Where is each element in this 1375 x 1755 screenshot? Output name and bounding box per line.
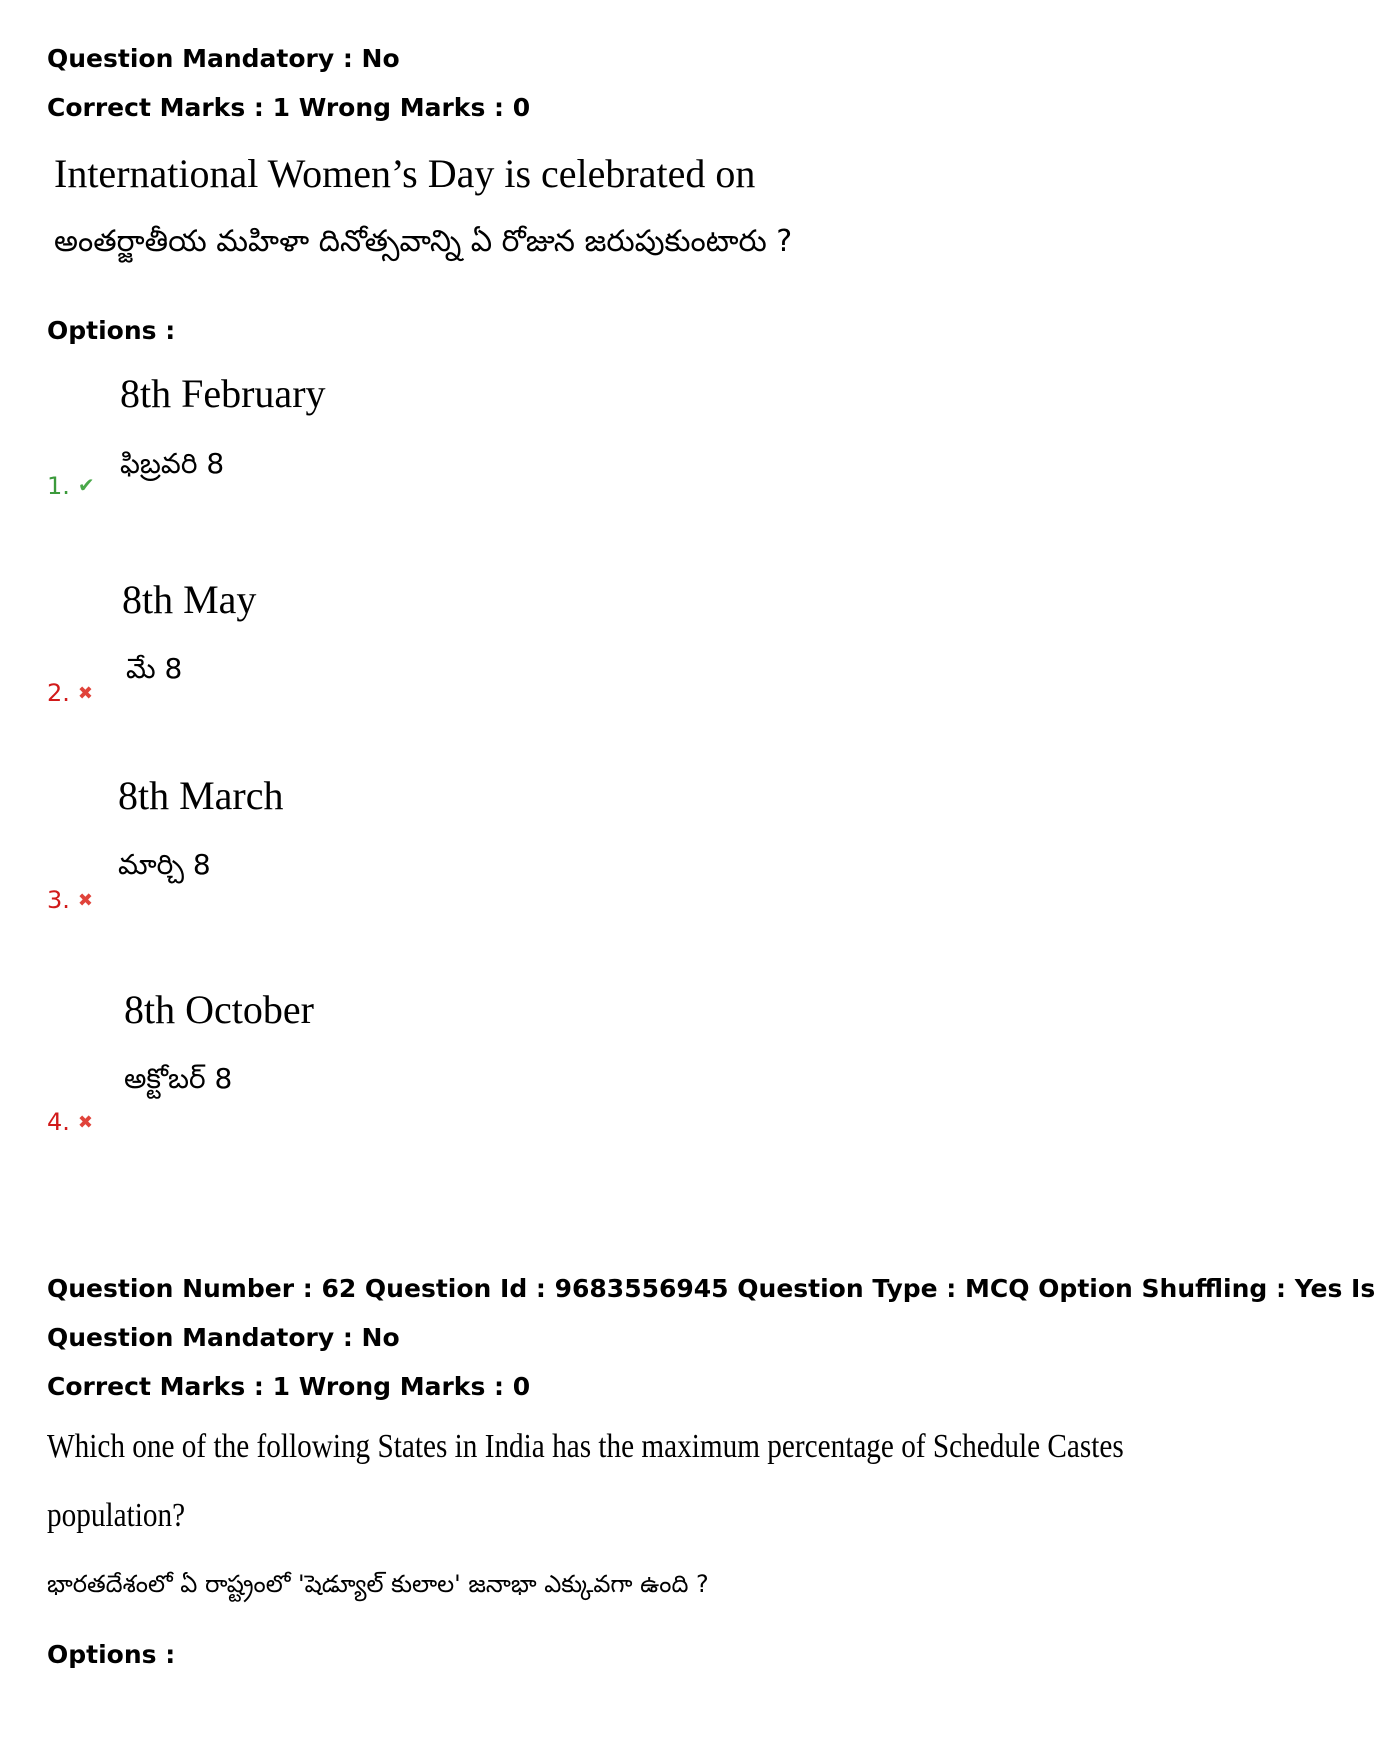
option-4-english: 8th October [124,987,314,1032]
option-1-telugu: ఫిబ్రవరి 8 [120,447,225,480]
option-2-english: 8th May [122,577,257,622]
option-4-number [47,1108,93,1136]
question-mandatory: Question Mandatory : No [47,1323,400,1352]
options-label: Options : [47,1640,176,1669]
option-3-number-text: 3. [47,886,70,914]
check-icon: ✔ [77,473,95,497]
option-3-telugu: మార్చి 8 [118,848,211,881]
question-text-english-line-2: population? [47,1497,186,1534]
option-3-number [47,886,93,914]
question-text-telugu: భారతదేశంలో ఏ రాష్ట్రంలో 'షెడ్యూల్ కులాల' జనాభా ఎక్కువగా ఉంది ? [47,1570,709,1598]
question-marks: Correct Marks : 1 Wrong Marks : 0 [47,1372,531,1401]
option-1-english: 8th February [120,371,326,416]
question-text-telugu: అంతర్జాతీయ మహిళా దినోత్సవాన్ని ఏ రోజున జరుపుకుంటారు ? [54,224,793,259]
question-text-english-line-1: Which one of the following States in India has the maximum percentage of Schedule Castes [47,1428,1124,1465]
option-3-english: 8th March [118,773,284,818]
question-marks: Correct Marks : 1 Wrong Marks : 0 [47,93,531,122]
option-4-number-text: 4. [47,1108,70,1136]
option-1-number-text: 1. [47,472,70,500]
option-2-telugu: మే 8 [126,652,183,685]
option-4-telugu: అక్టోబర్ 8 [124,1062,233,1095]
question-text-english: International Women’s Day is celebrated on [54,151,756,196]
cross-icon: ✖ [77,1112,93,1133]
question-mandatory: Question Mandatory : No [47,44,400,73]
option-2-number-text: 2. [47,679,70,707]
option-1-number [47,472,95,500]
cross-icon: ✖ [77,890,93,911]
options-label: Options : [47,316,176,345]
question-header: Question Number : 62 Question Id : 9683556945 Question Type : MCQ Option Shuffling : Yes Is [47,1274,1375,1303]
cross-icon: ✖ [77,683,93,704]
option-2-number [47,679,93,707]
